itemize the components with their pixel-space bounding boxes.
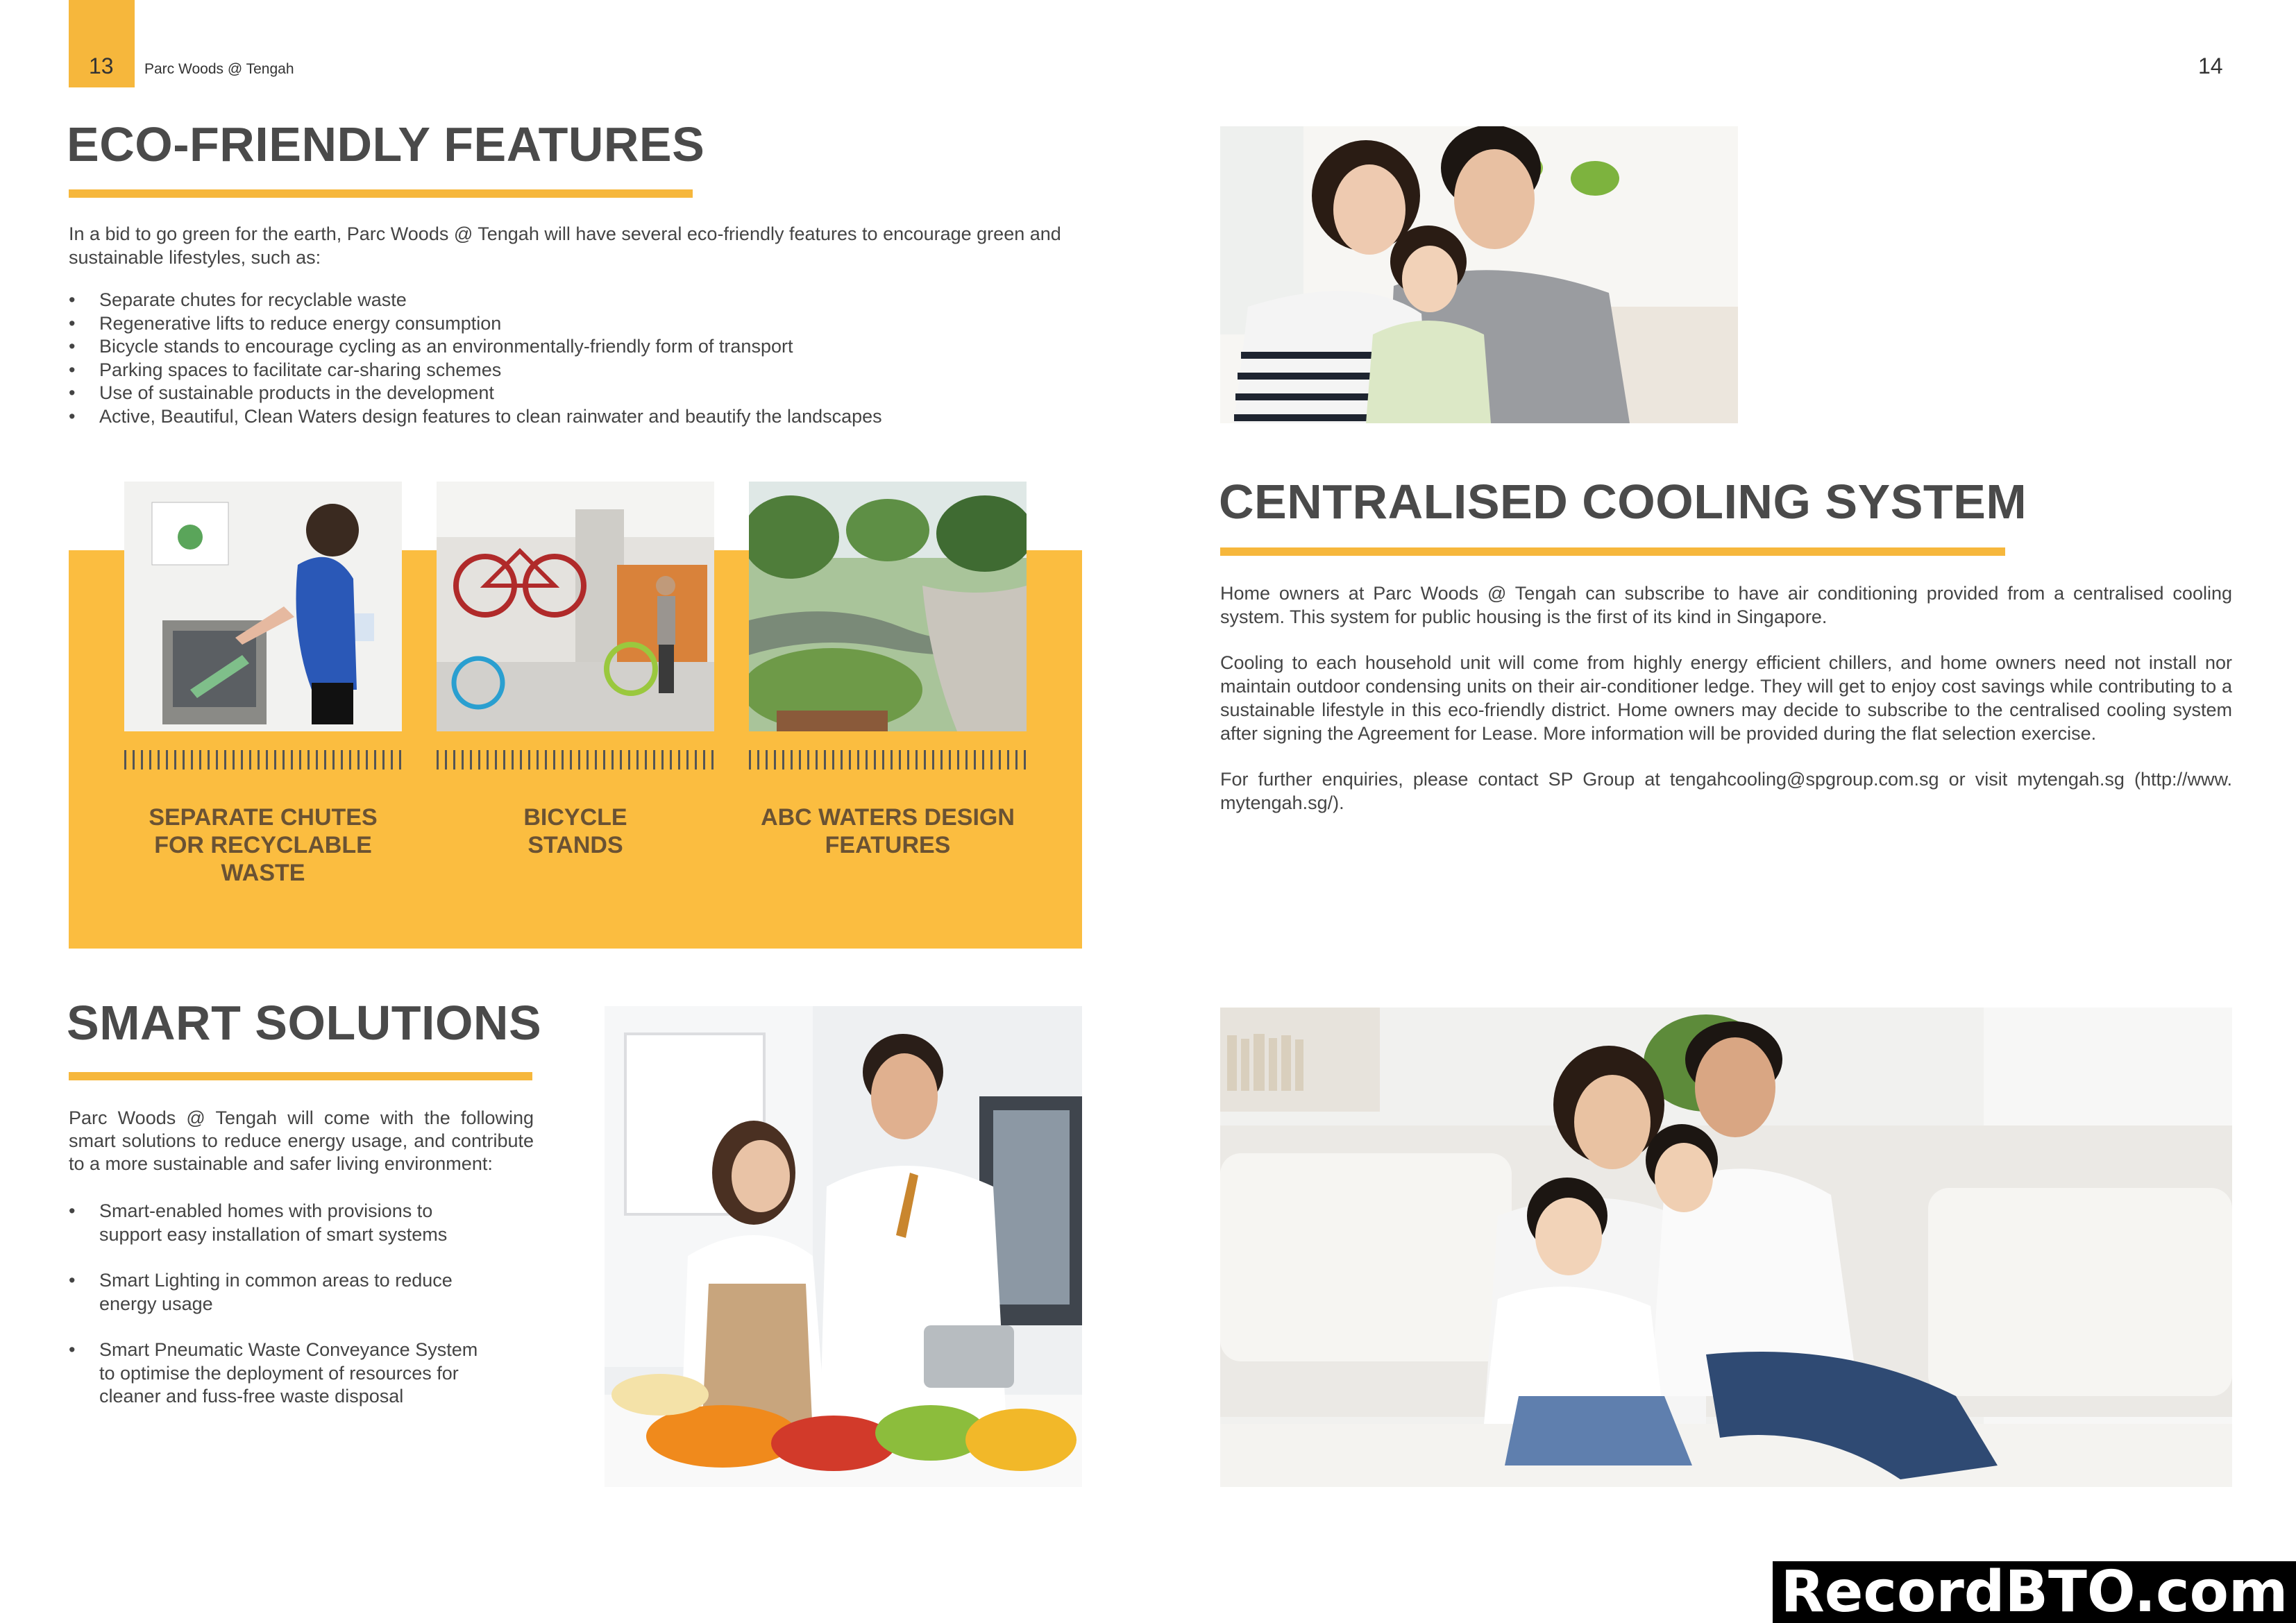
list-item: • Separate chutes for recyclable waste: [69, 289, 1083, 312]
list-item: • Parking spaces to facilitate car-sharing schemes: [69, 359, 1083, 382]
eco-feature-list: [69, 289, 1083, 428]
watermark-banner: RecordBTO.com: [1773, 1561, 2296, 1623]
smart-title: SMART SOLUTIONS: [67, 996, 542, 1050]
family-sofa-photo: [1220, 1008, 2232, 1487]
bicycle-stands-photo: [437, 482, 714, 731]
cooling-title-rule: [1220, 547, 2005, 556]
card-divider-ticks: [437, 750, 714, 770]
card-caption-abc-waters: ABC WATERS DESIGN FEATURES: [761, 804, 1015, 858]
eco-intro: In a bid to go green for the earth, Parc Woods @ Tengah will have several eco-friendly features to encourage green and sustainable lifestyles, such as:: [69, 223, 1061, 268]
cooling-body: [1220, 581, 2232, 815]
list-item: • Smart Lighting in common areas to reduce energy usage: [69, 1270, 453, 1314]
recycling-chute-photo: [124, 482, 402, 731]
smart-intro: Parc Woods @ Tengah will come with the following smart solutions to reduce energy usage, and contribute to a more sustainable and safer living environment:: [69, 1107, 534, 1174]
bullet-icon: •: [69, 1200, 76, 1221]
card-divider-ticks: [124, 750, 402, 770]
list-item: • Active, Beautiful, Clean Waters design features to clean rainwater and beautify the landscapes: [69, 405, 1083, 429]
bullet-icon: •: [69, 1339, 76, 1360]
bullet-icon: •: [69, 359, 76, 380]
running-head: Parc Woods @ Tengah: [144, 61, 294, 77]
list-item: • Smart Pneumatic Waste Conveyance System to optimise the deployment of resources for cleaner and fuss-free waste disposal: [69, 1339, 478, 1407]
cooking-couple-photo: [605, 1006, 1082, 1487]
list-item: • Use of sustainable products in the development: [69, 382, 1083, 405]
abc-waters-photo: [749, 482, 1027, 731]
bullet-icon: •: [69, 336, 76, 357]
smart-title-rule: [69, 1072, 532, 1080]
bullet-icon: •: [69, 405, 76, 427]
list-item: • Smart-enabled homes with provisions to support easy installation of smart systems: [69, 1200, 448, 1245]
eco-title-rule: [69, 189, 693, 198]
list-item: • Regenerative lifts to reduce energy consumption: [69, 312, 1083, 336]
bullet-icon: •: [69, 382, 76, 403]
card-caption-bicycle: BICYCLE STANDS: [523, 804, 627, 858]
bullet-icon: •: [69, 289, 76, 310]
eco-title: ECO-FRIENDLY FEATURES: [67, 117, 705, 171]
right-page-number: 14: [2198, 53, 2223, 78]
card-divider-ticks: [749, 750, 1027, 770]
cooling-contact-paragraph: For further enquiries, please contact SP Group at tengahcooling@spgroup.com.sg or visit mytengah.sg (http://www. mytengah.sg/).: [1220, 769, 2232, 813]
cooling-paragraph: Cooling to each household unit will come from highly energy efficient chillers, and home owners need not install nor maintain outdoor condensing units on their air-conditioner ledge. They will get to enjoy cost savings while contributing to a sustainable lifestyle in this eco-friendly district. Home owners may decide to subscribe to the centralised cooling system after signing the Agreement for Lease. More information will be provided during the flat selection exercise.: [1220, 652, 2232, 744]
list-item: • Bicycle stands to encourage cycling as an environmentally-friendly form of transport: [69, 335, 1083, 359]
card-caption-recycling: SEPARATE CHUTES FOR RECYCLABLE WASTE: [149, 804, 378, 886]
smart-solution-list: [69, 1200, 541, 1409]
family-photo-top: [1220, 126, 1738, 423]
bullet-icon: •: [69, 1270, 76, 1291]
cooling-paragraph: Home owners at Parc Woods @ Tengah can subscribe to have air conditioning provided from a centralised cooling system. This system for public housing is the first of its kind in Singapore.: [1220, 583, 2232, 627]
left-page-number: 13: [89, 53, 114, 78]
cooling-title: CENTRALISED COOLING SYSTEM: [1219, 475, 2027, 529]
bullet-icon: •: [69, 312, 76, 334]
